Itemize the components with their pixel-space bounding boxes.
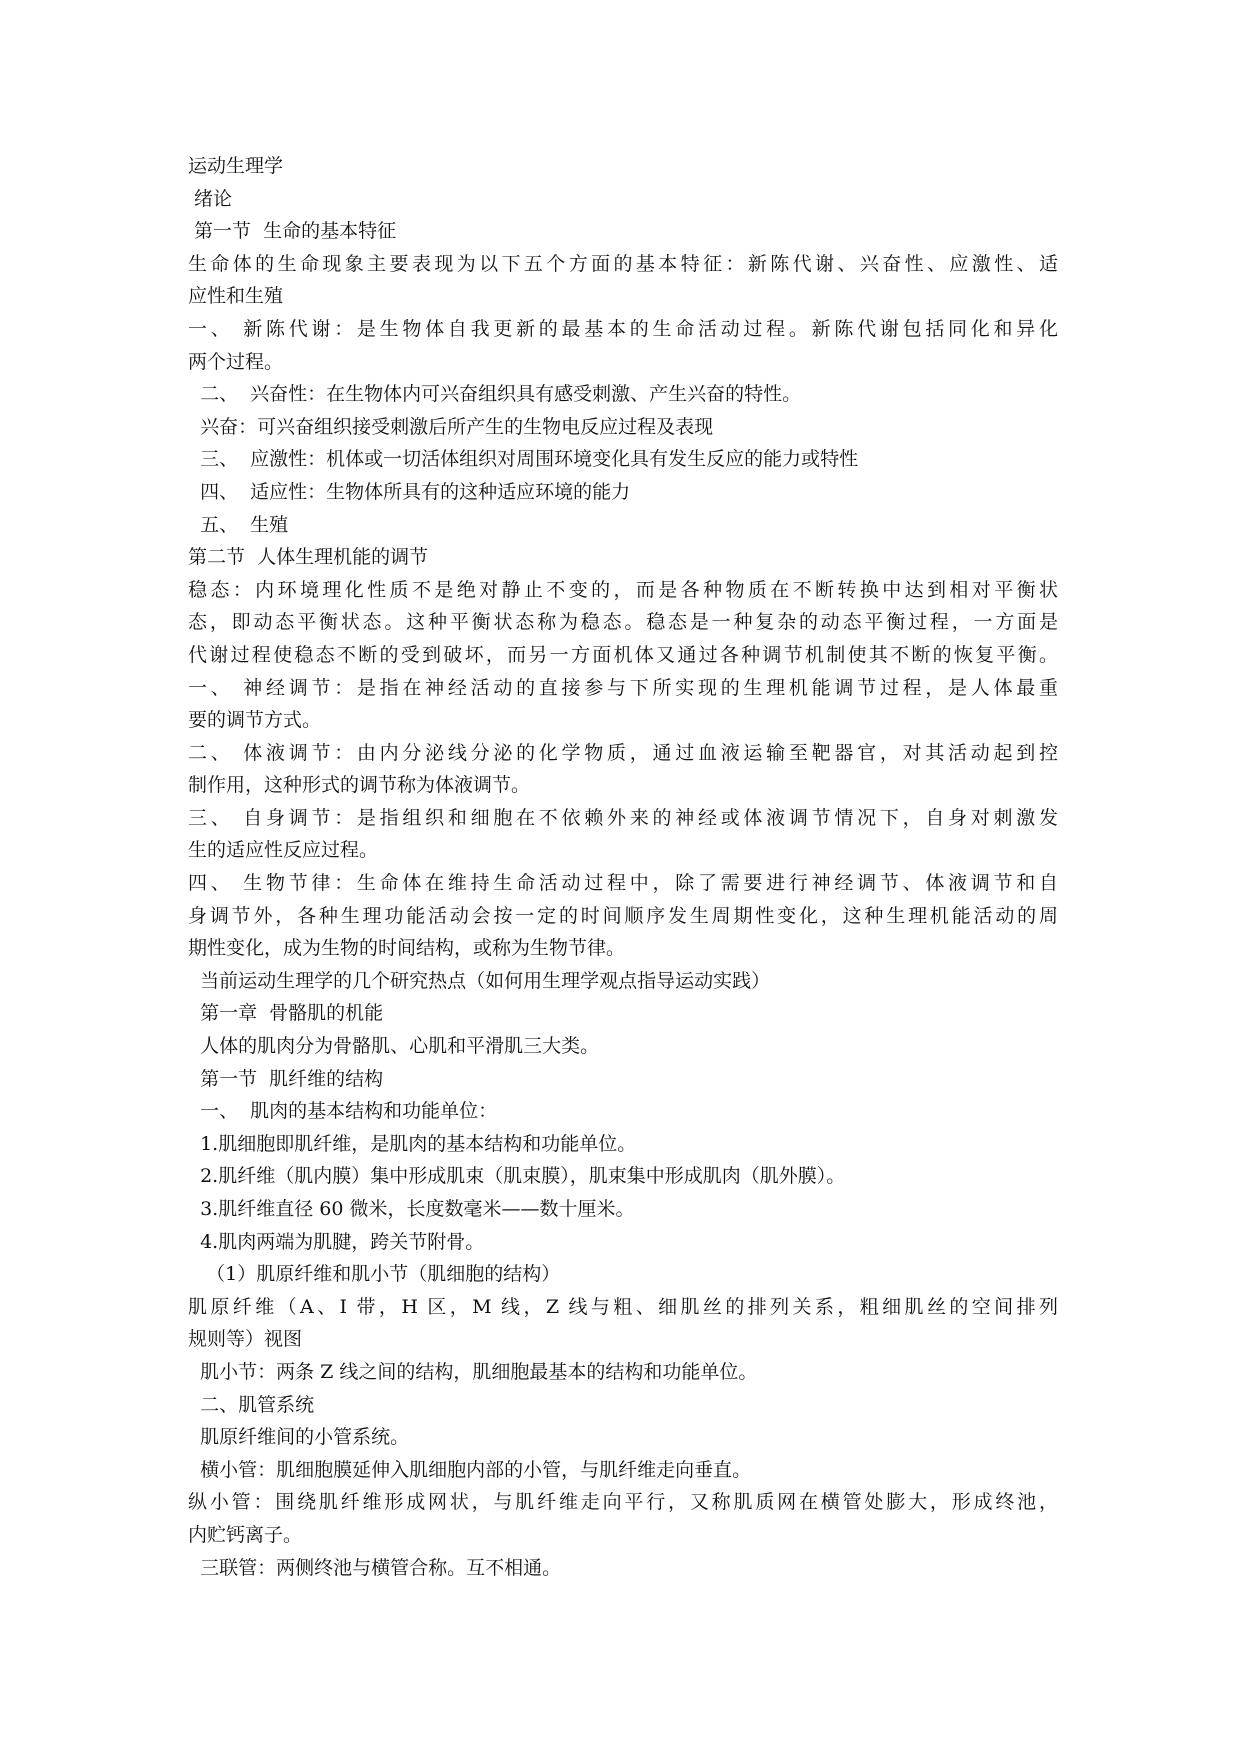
paragraph-line: 一、 新陈代谢：是生物体自我更新的最基本的生命活动过程。新陈代谢包括同化和异化 [188, 317, 1058, 340]
paragraph-line: 二、 体液调节：由内分泌线分泌的化学物质，通过血液运输至靶器官，对其活动起到控 [188, 741, 1058, 764]
paragraph-line: 当前运动生理学的几个研究热点（如何用生理学观点指导运动实践） [188, 969, 771, 992]
document-body [188, 150, 1058, 1584]
paragraph-line: 三、 应激性：机体或一切活体组织对周围环境变化具有发生反应的能力或特性 [188, 448, 859, 471]
document-title: 运动生理学 [188, 155, 284, 177]
paragraph-line: 生的适应性反应过程。 [188, 839, 379, 862]
paragraph-line: 制作用，这种形式的调节称为体液调节。 [188, 774, 531, 797]
paragraph-line: 规则等）视图 [188, 1328, 303, 1351]
list-item: 3.肌纤维直径 60 微米，长度数毫米——数十厘米。 [188, 1198, 635, 1220]
paragraph-line: 二、 兴奋性：在生物体内可兴奋组织具有感受刺激、产生兴奋的特性。 [188, 383, 802, 406]
paragraph-line: 身调节外，各种生理功能活动会按一定的时间顺序发生周期性变化，这种生理机能活动的周 [188, 904, 1058, 927]
paragraph-line: 代谢过程使稳态不断的受到破坏，而另一方面机体又通过各种调节机制使其不断的恢复平衡。 [188, 643, 1058, 666]
paragraph-line: 要的调节方式。 [188, 709, 322, 732]
section-heading: 第二节 人体生理机能的调节 [188, 546, 429, 569]
paragraph-line: 肌小节：两条 Z 线之间的结构，肌细胞最基本的结构和功能单位。 [188, 1360, 758, 1383]
paragraph-line: 稳态：内环境理化性质不是绝对静止不变的，而是各种物质在不断转换中达到相对平衡状 [188, 578, 1058, 601]
list-item: 1.肌细胞即肌纤维，是肌肉的基本结构和功能单位。 [188, 1132, 637, 1155]
section-heading: 第一节 生命的基本特征 [188, 220, 397, 243]
paragraph-line: 应性和生殖 [188, 285, 284, 308]
list-item: 4.肌肉两端为肌腱，跨关节附骨。 [188, 1230, 485, 1253]
paragraph-line: 三联管：两侧终池与横管合称。互不相通。 [188, 1556, 562, 1579]
paragraph-line: 内贮钙离子。 [188, 1523, 303, 1546]
paragraph-line: 横小管：肌细胞膜延伸入肌细胞内部的小管，与肌纤维走向垂直。 [188, 1458, 752, 1481]
paragraph-line: 一、 神经调节：是指在神经活动的直接参与下所实现的生理机能调节过程，是人体最重 [188, 676, 1058, 699]
paragraph-line: 三、 自身调节：是指组织和细胞在不依赖外来的神经或体液调节情况下，自身对刺激发 [188, 806, 1058, 829]
chapter-heading: 第一章 骨骼肌的机能 [188, 1002, 384, 1025]
paragraph-line: 四、 适应性：生物体所具有的这种适应环境的能力 [188, 480, 631, 503]
paragraph-line: 一、 肌肉的基本结构和功能单位： [188, 1100, 498, 1123]
paragraph-line: 肌原纤维（A、I 带，H 区，M 线，Z 线与粗、细肌丝的排列关系，粗细肌丝的空间排列 [188, 1295, 1058, 1318]
paragraph-line: 期性变化，成为生物的时间结构，或称为生物节律。 [188, 937, 626, 960]
paragraph-line: 二、肌管系统 [188, 1393, 315, 1416]
paragraph-line: 肌原纤维间的小管系统。 [188, 1426, 410, 1449]
section-heading: 第一节 肌纤维的结构 [188, 1067, 384, 1090]
paragraph-line: 两个过程。 [188, 350, 284, 373]
list-item: 2.肌纤维（肌内膜）集中形成肌束（肌束膜），肌束集中形成肌肉（肌外膜）。 [188, 1165, 846, 1188]
section-heading: 绪论 [188, 187, 233, 210]
paragraph-line: 生命体的生命现象主要表现为以下五个方面的基本特征：新陈代谢、兴奋性、应激性、适 [188, 252, 1058, 275]
paragraph-line: 五、 生殖 [188, 513, 289, 536]
subsection-heading: （1）肌原纤维和肌小节（肌细胞的结构） [188, 1263, 561, 1286]
paragraph-line: 纵小管：围绕肌纤维形成网状，与肌纤维走向平行，又称肌质网在横管处膨大，形成终池， [188, 1491, 1058, 1514]
paragraph-line: 人体的肌肉分为骨骼肌、心肌和平滑肌三大类。 [188, 1035, 600, 1058]
paragraph-line: 四、 生物节律：生命体在维持生命活动过程中，除了需要进行神经调节、体液调节和自 [188, 872, 1058, 895]
paragraph-line: 态，即动态平衡状态。这种平衡状态称为稳态。稳态是一种复杂的动态平衡过程，一方面是 [188, 611, 1058, 634]
paragraph-line: 兴奋：可兴奋组织接受刺激后所产生的生物电反应过程及表现 [188, 415, 714, 438]
